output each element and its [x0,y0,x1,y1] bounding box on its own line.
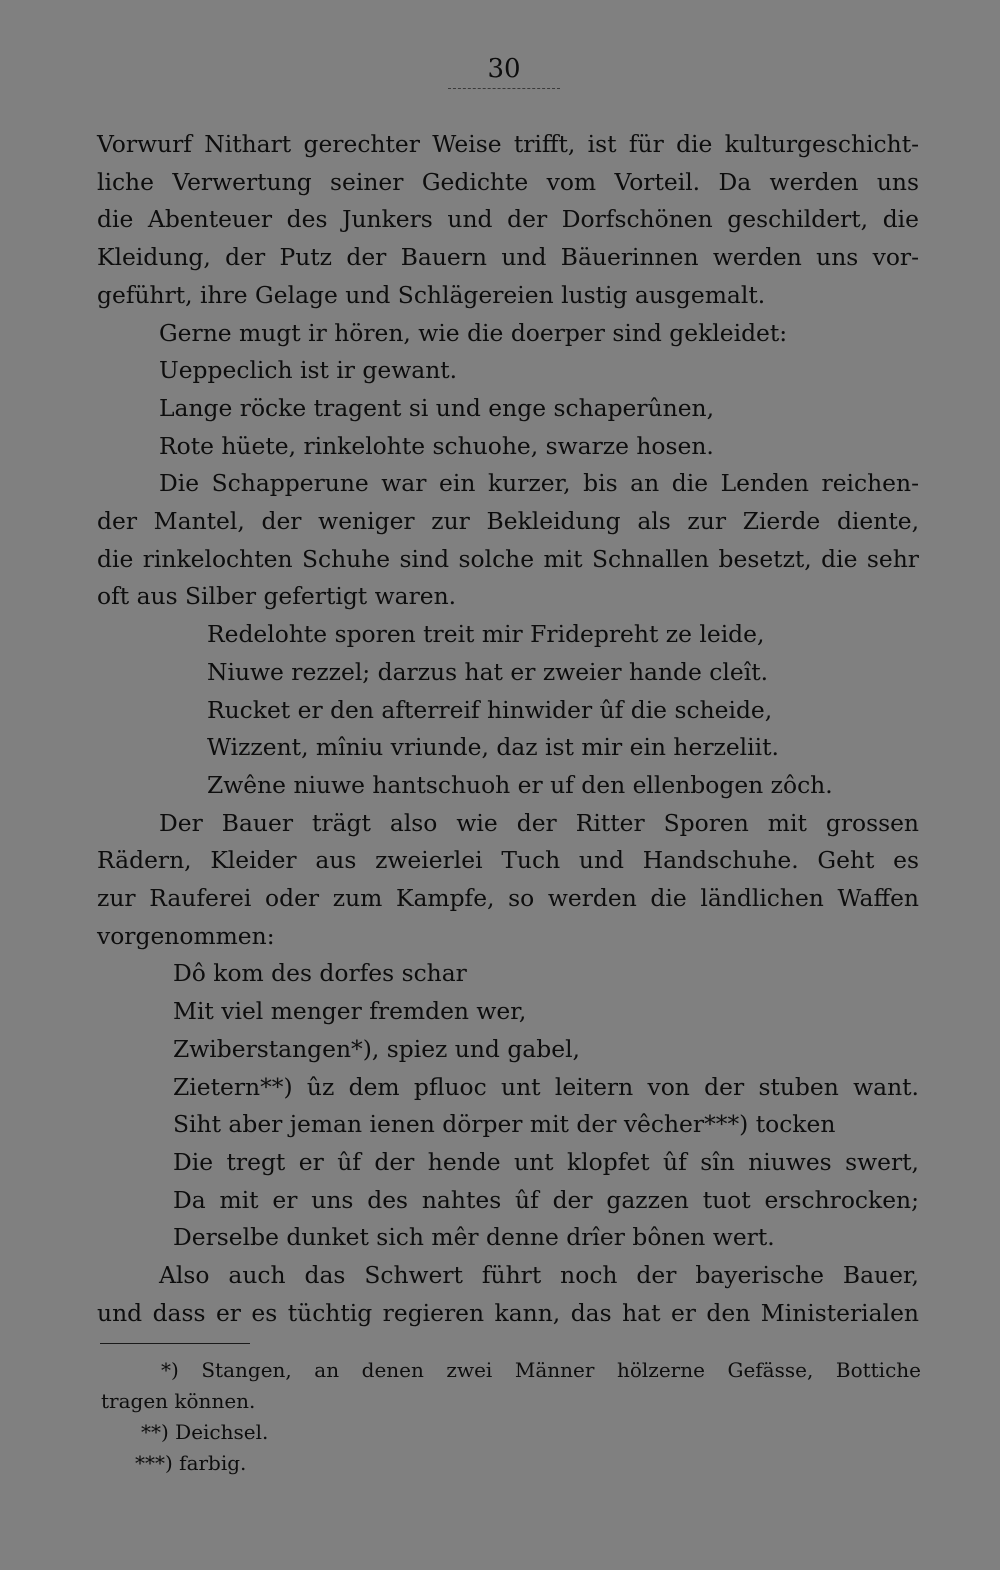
verse-line: Gerne mugt ir hören, wie die doerper sind gekleidet: [159,318,788,347]
text-line: und dass er es tüchtig regieren kann, das hat er den Ministerialen [97,1298,919,1327]
verse-line: Mit viel menger fremden wer, [173,997,527,1026]
footnote-2: **) Deichsel. [141,1420,269,1444]
paragraph-3 [97,805,919,956]
text-line: Die Schapperune war ein kurzer, bis an die Lenden reichen- [159,469,919,498]
verse-line: Rucket er den afterreif hinwider ûf die scheide, [207,695,773,724]
verse-line: Zwêne niuwe hantschuoh er uf den ellenbogen zôch. [207,770,833,799]
page-number: 30 [487,54,521,84]
verse-line: Zietern**) ûz dem pfluoc unt leitern von der stuben want. [173,1072,919,1101]
text-line: vorgenommen: [97,921,275,950]
text-line: liche Verwertung seiner Gedichte vom Vorteil. Da werden uns [97,167,919,196]
paragraph-2 [97,465,919,616]
text-line: Vorwurf Nithart gerechter Weise trifft, ist für die kulturgeschicht- [97,130,919,158]
verse-line: Wizzent, mîniu vriunde, daz ist mir ein herzeliit. [207,733,779,762]
verse-line: Niuwe rezzel; darzus hat er zweier hande cleît. [207,657,769,686]
text-line: der Mantel, der weniger zur Bekleidung als zur Zierde diente, [97,507,919,536]
text-line: oft aus Silber gefertigt waren. [97,582,457,611]
verse-line: Die tregt er ûf der hende unt klopfet ûf sîn niuwes swert, [173,1147,919,1176]
footnote-rule [100,1343,250,1344]
verse-line: Zwiberstangen*), spiez und gabel, [173,1034,580,1063]
text-line: Der Bauer trägt also wie der Ritter Sporen mit grossen [159,808,919,837]
footnotes [101,1355,921,1479]
text-line: die rinkelochten Schuhe sind solche mit Schnallen besetzt, die sehr [97,544,919,573]
paragraph-1 [97,126,919,315]
text-line: Rädern, Kleider aus zweierlei Tuch und Handschuhe. Geht es [97,846,919,875]
text-line: zur Rauferei oder zum Kampfe, so werden die ländlichen Waffen [97,884,919,913]
text-line: Also auch das Schwert führt noch der bayerische Bauer, [159,1261,919,1290]
verse-line: Lange röcke tragent si und enge schaperûnen, [159,393,715,422]
verse-quote-1 [97,315,919,466]
verse-line: Da mit er uns des nahtes ûf der gazzen tuot erschrocken; [173,1185,919,1214]
verse-line: Dô kom des dorfes schar [173,959,467,988]
verse-line: Ueppeclich ist ir gewant. [159,356,458,385]
verse-line: Redelohte sporen treit mir Fridepreht ze leide, [207,620,765,649]
verse-quote-3 [97,955,919,1257]
header-rule [448,88,560,89]
verse-line: Derselbe dunket sich mêr denne drîer bônen wert. [173,1223,775,1252]
verse-line: Siht aber jeman ienen dörper mit der vêcher***) tocken [173,1110,836,1139]
footnote-3: ***) farbig. [135,1451,247,1475]
verse-line: Rote hüete, rinkelohte schuohe, swarze hosen. [159,431,714,460]
text-line: die Abenteuer des Junkers und der Dorfschönen geschildert, die [97,205,919,234]
footnote-1-continuation: tragen können. [101,1389,256,1413]
paragraph-4 [97,1257,919,1332]
body-text [97,126,919,1333]
text-line: geführt, ihre Gelage und Schlägereien lustig ausgemalt. [97,280,766,309]
verse-quote-2 [97,616,919,805]
text-line: Kleidung, der Putz der Bauern und Bäuerinnen werden uns vor- [97,243,919,272]
footnote-1: *) Stangen, an denen zwei Männer hölzerne Gefässe, Bottiche [161,1358,921,1382]
